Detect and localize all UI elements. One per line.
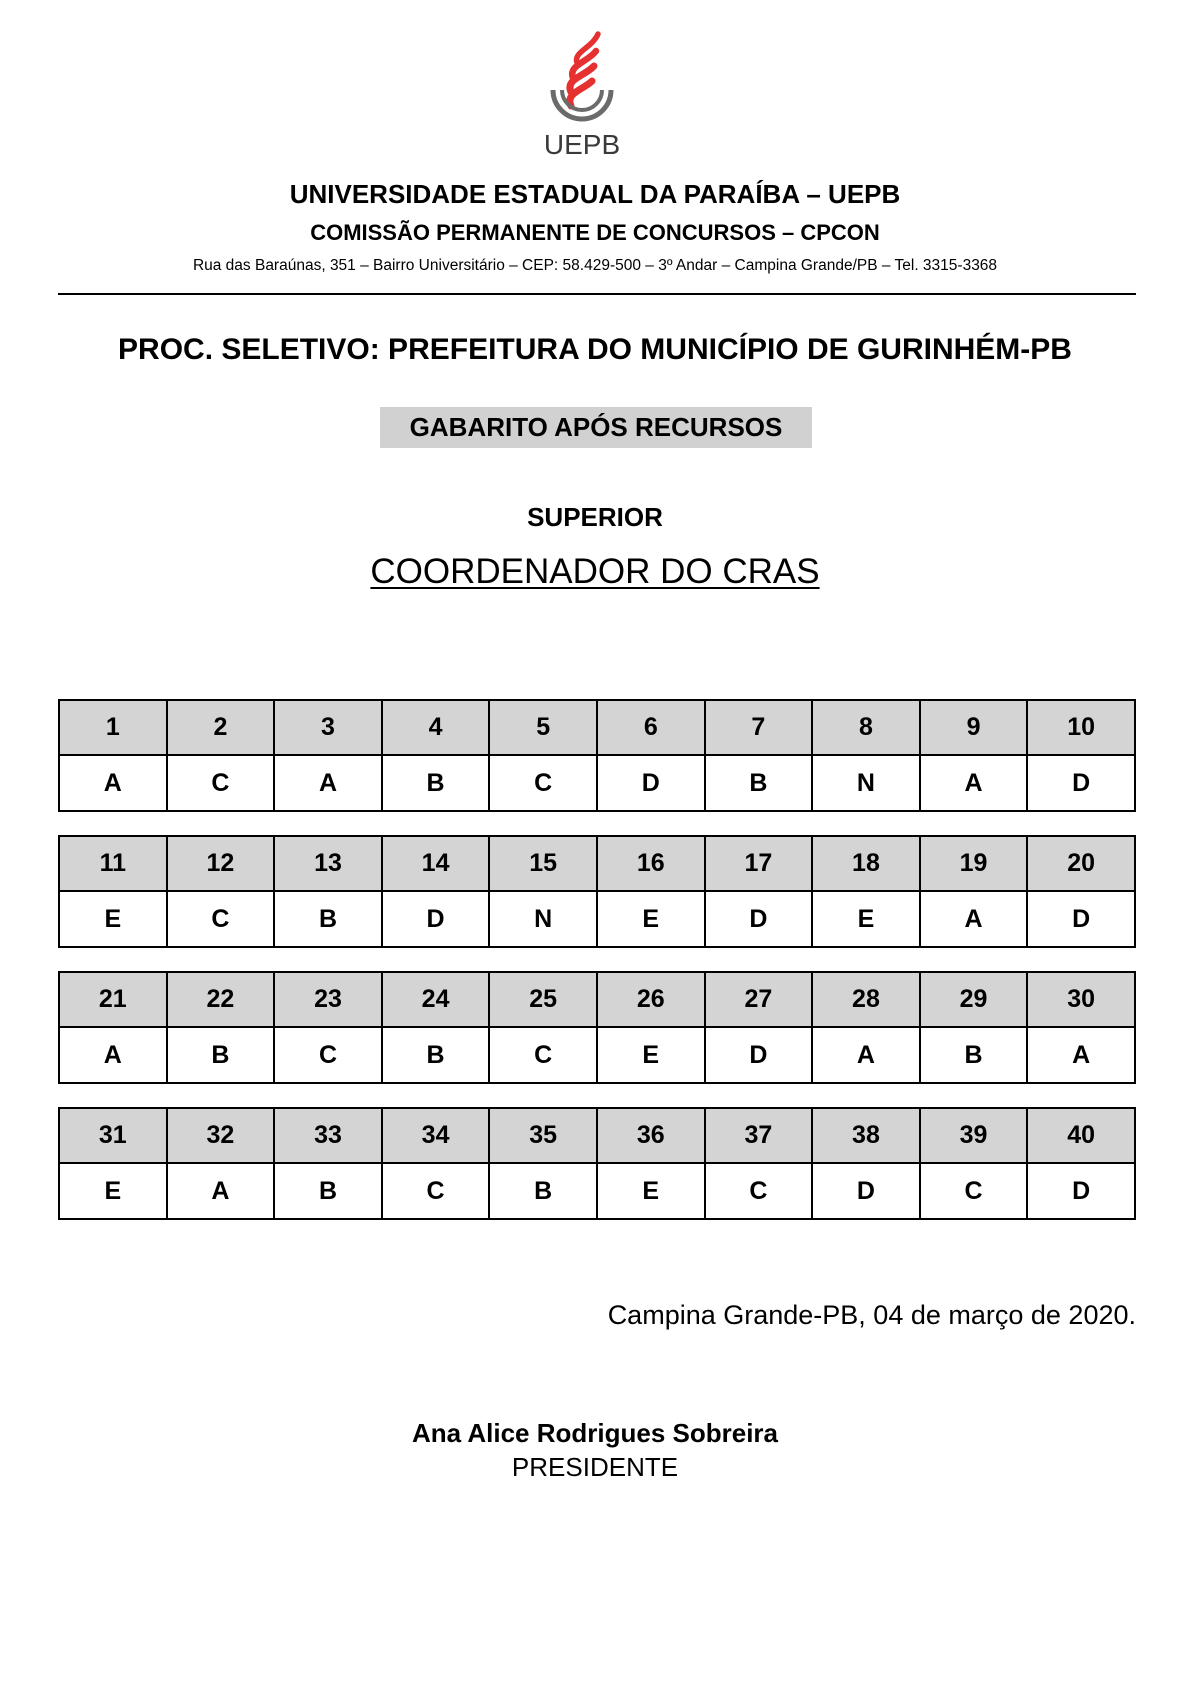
answer-letter: E	[59, 891, 167, 947]
answer-letter: E	[59, 1163, 167, 1219]
answer-letter: B	[167, 1027, 275, 1083]
question-number: 7	[705, 700, 813, 755]
answer-key	[58, 699, 1136, 1243]
question-number: 4	[382, 700, 490, 755]
question-number: 36	[597, 1108, 705, 1163]
answer-letter: C	[274, 1027, 382, 1083]
answer-key-badge: GABARITO APÓS RECURSOS	[380, 407, 812, 448]
question-number-row	[59, 972, 1135, 1027]
answer-letter: E	[597, 1163, 705, 1219]
question-number: 19	[920, 836, 1028, 891]
question-number: 12	[167, 836, 275, 891]
answer-letter: A	[920, 755, 1028, 811]
question-number: 34	[382, 1108, 490, 1163]
question-number: 37	[705, 1108, 813, 1163]
answer-letter: D	[812, 1163, 920, 1219]
answer-letter: D	[1027, 1163, 1135, 1219]
answer-row	[59, 1163, 1135, 1219]
level-label: SUPERIOR	[527, 502, 663, 532]
question-number: 30	[1027, 972, 1135, 1027]
answer-key-table	[58, 699, 1136, 812]
answer-letter: A	[1027, 1027, 1135, 1083]
answer-letter: C	[489, 1027, 597, 1083]
question-number: 13	[274, 836, 382, 891]
answer-letter: C	[920, 1163, 1028, 1219]
question-number: 20	[1027, 836, 1135, 891]
question-number: 26	[597, 972, 705, 1027]
answer-letter: E	[812, 891, 920, 947]
answer-row	[59, 891, 1135, 947]
u-emblem-icon	[553, 90, 611, 119]
question-number: 8	[812, 700, 920, 755]
university-name: UNIVERSIDADE ESTADUAL DA PARAÍBA – UEPB	[289, 179, 901, 209]
answer-letter: N	[812, 755, 920, 811]
flame-icon	[570, 34, 598, 106]
question-number: 38	[812, 1108, 920, 1163]
answer-letter: B	[382, 1027, 490, 1083]
question-number: 27	[705, 972, 813, 1027]
logo-text: UEPB	[543, 129, 621, 158]
address-line: Rua das Baraúnas, 351 – Bairro Universitário – CEP: 58.429-500 – 3º Andar – Campina Grande/PB – Tel. 3315-3368	[192, 257, 998, 274]
answer-letter: C	[489, 755, 597, 811]
answer-letter: C	[167, 755, 275, 811]
date-line: Campina Grande-PB, 04 de março de 2020.	[607, 1300, 1136, 1330]
question-number: 25	[489, 972, 597, 1027]
answer-letter: D	[705, 891, 813, 947]
answer-letter: C	[705, 1163, 813, 1219]
answer-row	[59, 1027, 1135, 1083]
answer-key-table	[58, 971, 1136, 1084]
process-title: PROC. SELETIVO: PREFEITURA DO MUNICÍPIO DE GURINHÉM-PB	[118, 333, 1072, 366]
position-title: COORDENADOR DO CRAS	[370, 552, 820, 591]
answer-row	[59, 755, 1135, 811]
question-number: 18	[812, 836, 920, 891]
question-number: 14	[382, 836, 490, 891]
question-number: 11	[59, 836, 167, 891]
question-number: 22	[167, 972, 275, 1027]
answer-letter: D	[1027, 755, 1135, 811]
commission-name: COMISSÃO PERMANENTE DE CONCURSOS – CPCON	[310, 220, 880, 245]
question-number: 35	[489, 1108, 597, 1163]
answer-letter: A	[167, 1163, 275, 1219]
answer-letter: C	[382, 1163, 490, 1219]
question-number: 17	[705, 836, 813, 891]
question-number: 10	[1027, 700, 1135, 755]
question-number: 32	[167, 1108, 275, 1163]
header-divider	[58, 293, 1136, 295]
answer-letter: C	[167, 891, 275, 947]
answer-letter: A	[812, 1027, 920, 1083]
answer-letter: D	[1027, 891, 1135, 947]
question-number: 5	[489, 700, 597, 755]
question-number: 16	[597, 836, 705, 891]
answer-key-table	[58, 1107, 1136, 1220]
answer-letter: D	[382, 891, 490, 947]
question-number: 29	[920, 972, 1028, 1027]
question-number: 3	[274, 700, 382, 755]
answer-letter: A	[59, 1027, 167, 1083]
signatory-role: PRESIDENTE	[511, 1452, 679, 1482]
answer-letter: N	[489, 891, 597, 947]
question-number: 6	[597, 700, 705, 755]
answer-letter: E	[597, 891, 705, 947]
uepb-logo	[540, 30, 624, 158]
question-number-row	[59, 836, 1135, 891]
answer-key-table	[58, 835, 1136, 948]
question-number: 9	[920, 700, 1028, 755]
question-number-row	[59, 1108, 1135, 1163]
answer-letter: D	[597, 755, 705, 811]
question-number: 28	[812, 972, 920, 1027]
question-number-row	[59, 700, 1135, 755]
answer-letter: E	[597, 1027, 705, 1083]
answer-letter: B	[705, 755, 813, 811]
question-number: 15	[489, 836, 597, 891]
answer-letter: B	[274, 891, 382, 947]
question-number: 39	[920, 1108, 1028, 1163]
answer-letter: B	[489, 1163, 597, 1219]
question-number: 2	[167, 700, 275, 755]
question-number: 33	[274, 1108, 382, 1163]
question-number: 40	[1027, 1108, 1135, 1163]
answer-letter: B	[274, 1163, 382, 1219]
answer-letter: A	[274, 755, 382, 811]
question-number: 21	[59, 972, 167, 1027]
question-number: 31	[59, 1108, 167, 1163]
answer-letter: A	[920, 891, 1028, 947]
question-number: 23	[274, 972, 382, 1027]
answer-letter: B	[382, 755, 490, 811]
signatory-name: Ana Alice Rodrigues Sobreira	[411, 1418, 779, 1448]
question-number: 24	[382, 972, 490, 1027]
answer-letter: B	[920, 1027, 1028, 1083]
question-number: 1	[59, 700, 167, 755]
answer-letter: A	[59, 755, 167, 811]
answer-letter: D	[705, 1027, 813, 1083]
